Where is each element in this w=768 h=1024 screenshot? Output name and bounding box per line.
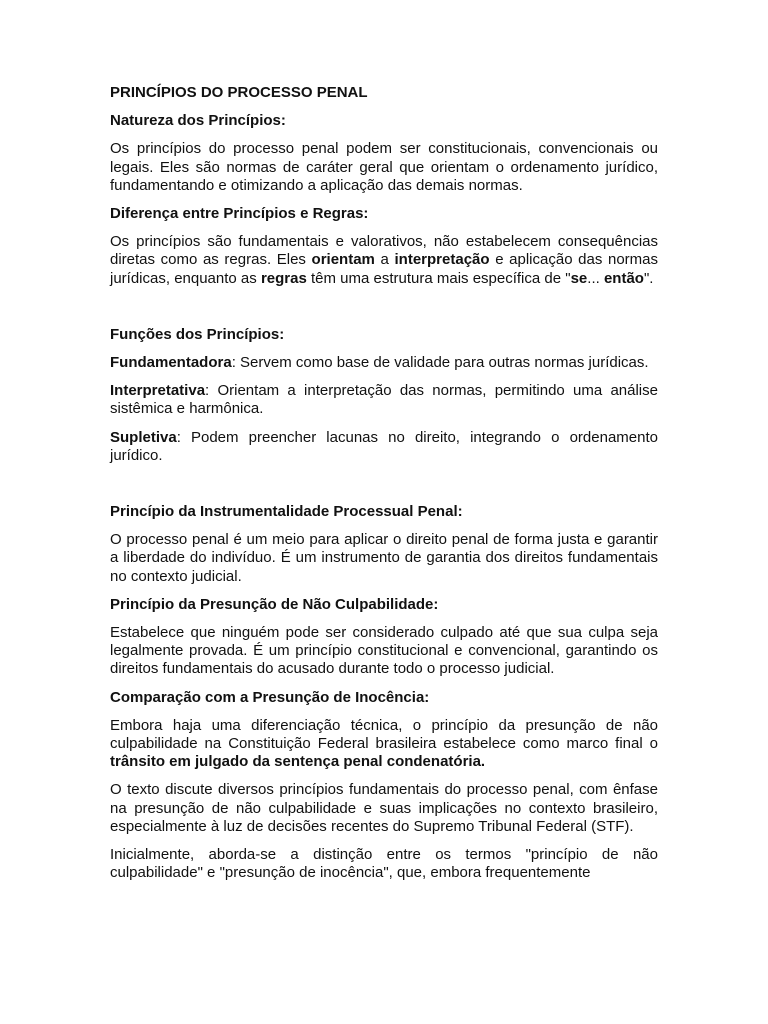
diferenca-text-4: têm uma estrutura mais específica de " <box>306 269 571 287</box>
instrumentalidade-paragraph: O processo penal é um meio para aplicar o direito penal de forma justa e garantir a liberdade do indivíduo. É um instrumento de garantia dos direitos fundamentais no contexto judicial. <box>110 531 658 585</box>
presuncao-paragraph: Estabelece que ninguém pode ser considerado culpado até que sua culpa seja legalmente provada. É um princípio constitucional e convencional, garantindo os direitos fundamentais do acusado durante todo o processo judicial. <box>110 624 658 678</box>
funcao-interpretativa <box>110 382 658 418</box>
supletiva-text: : Podem preencher lacunas no direito, integrando o ordenamento jurídico. <box>110 428 658 464</box>
diferenca-bold-orientam: orientam <box>311 251 375 269</box>
comparacao-bold: trânsito em julgado da sentença penal condenatória. <box>110 753 486 771</box>
comparacao-heading: Comparação com a Presunção de Inocência: <box>110 688 430 706</box>
diferenca-text-6: ". <box>643 269 654 287</box>
interpretativa-text: : Orientam a interpretação das normas, permitindo uma análise sistêmica e harmônica. <box>110 382 658 418</box>
diferenca-text-1: Os princípios são fundamentais e valorativos, não estabelecem consequências diretas como as regras. Eles <box>110 233 658 269</box>
fundamentadora-term: Fundamentadora <box>110 354 232 372</box>
funcao-supletiva <box>110 429 658 465</box>
diferenca-text-5: ... <box>587 269 604 287</box>
funcao-fundamentadora <box>110 354 658 372</box>
diferenca-bold-regras: regras <box>260 269 307 287</box>
document-content <box>110 84 658 893</box>
comparacao-text: Embora haja uma diferenciação técnica, o princípio da presunção de não culpabilidade na Constituição Federal brasileira estabelece como marco final o <box>110 716 658 753</box>
section-spacer <box>110 298 658 326</box>
natureza-paragraph: Os princípios do processo penal podem ser constitucionais, convencionais ou legais. Eles são normas de caráter geral que orientam o ordenamento jurídico, fundamentando e otimizando a aplicação das demais normas. <box>110 140 658 194</box>
diferenca-heading: Diferença entre Princípios e Regras: <box>110 205 369 223</box>
document-title: PRINCÍPIOS DO PROCESSO PENAL <box>110 84 368 101</box>
presuncao-heading: Princípio da Presunção de Não Culpabilidade: <box>110 595 439 613</box>
diferenca-bold-se: se <box>570 269 588 287</box>
diferenca-bold-interpretacao: interpretação <box>394 251 490 269</box>
funcoes-heading: Funções dos Princípios: <box>110 325 285 343</box>
section-spacer <box>110 475 658 503</box>
fundamentadora-text: : Servem como base de validade para outras normas jurídicas. <box>231 354 649 372</box>
comparacao-paragraph <box>110 717 658 772</box>
diferenca-text-2: a <box>374 251 395 269</box>
diferenca-bold-entao: então <box>603 269 644 287</box>
instrumentalidade-heading: Princípio da Instrumentalidade Processual Penal: <box>110 503 463 521</box>
diferenca-paragraph <box>110 233 658 288</box>
texto-paragraph: O texto discute diversos princípios fundamentais do processo penal, com ênfase na presunção de não culpabilidade e suas implicações no contexto brasileiro, especialmente à luz de decisões recentes do Supremo Tribunal Federal (STF). <box>110 781 658 835</box>
natureza-heading: Natureza dos Princípios: <box>110 112 286 130</box>
supletiva-term: Supletiva <box>110 428 177 446</box>
inicialmente-paragraph: Inicialmente, aborda-se a distinção entre os termos "princípio de não culpabilidade" e "presunção de inocência", que, embora frequentemente <box>110 846 658 882</box>
diferenca-text-3: e aplicação das normas jurídicas, enquanto as <box>110 251 658 287</box>
interpretativa-term: Interpretativa <box>110 382 206 400</box>
